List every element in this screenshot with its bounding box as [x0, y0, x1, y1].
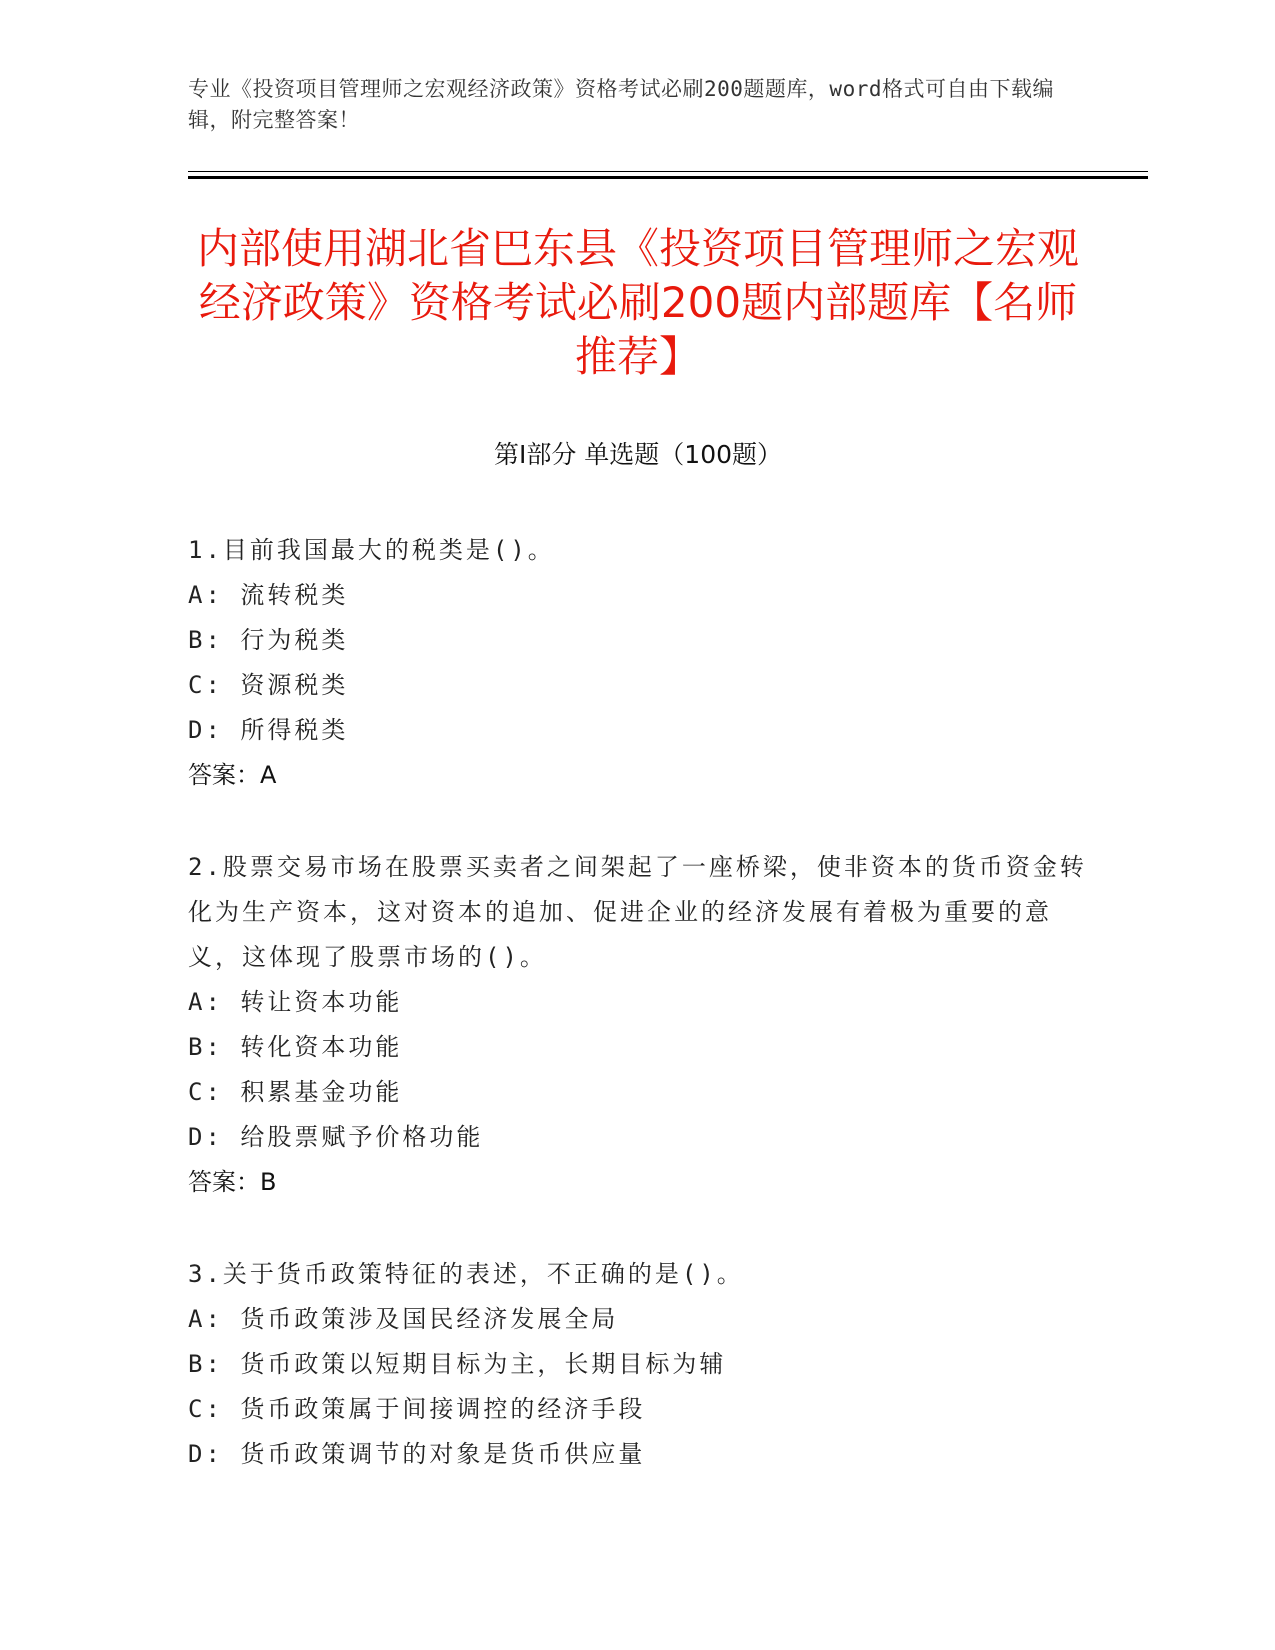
- option-b: B: 行为税类: [188, 626, 349, 654]
- question-2: [188, 845, 1088, 1205]
- option-a: A: 流转税类: [188, 581, 349, 609]
- document-title: 内部使用湖北省巴东县《投资项目管理师之宏观经济政策》资格考试必刷200题内部题库【名师推荐】: [196, 224, 1079, 381]
- option-a: A: 货币政策涉及国民经济发展全局: [188, 1305, 619, 1333]
- header-divider-thin: [188, 171, 1148, 172]
- option-c: C: 积累基金功能: [188, 1078, 403, 1106]
- section-title: 第I部分 单选题（100题）: [493, 440, 783, 469]
- option-d: D: 货币政策调节的对象是货币供应量: [188, 1440, 646, 1468]
- header-divider-thick: [188, 176, 1148, 179]
- option-c: C: 货币政策属于间接调控的经济手段: [188, 1395, 646, 1423]
- question-list: [188, 528, 1088, 1524]
- question-3: [188, 1252, 1088, 1477]
- option-d: D: 所得税类: [188, 716, 349, 744]
- header-note: 专业《投资项目管理师之宏观经济政策》资格考试必刷200题题库，word格式可自由下载编辑，附完整答案！: [188, 77, 1054, 132]
- question-stem: 2.股票交易市场在股票买卖者之间架起了一座桥梁，使非资本的货币资金转化为生产资本，这对资本的追加、促进企业的经济发展有着极为重要的意义，这体现了股票市场的()。: [188, 853, 1087, 971]
- option-b: B: 货币政策以短期目标为主，长期目标为辅: [188, 1350, 727, 1378]
- answer: 答案：A: [188, 761, 277, 789]
- option-b: B: 转化资本功能: [188, 1033, 403, 1061]
- answer: 答案：B: [188, 1168, 277, 1196]
- option-d: D: 给股票赋予价格功能: [188, 1123, 484, 1151]
- question-stem: 1.目前我国最大的税类是()。: [188, 536, 555, 564]
- option-a: A: 转让资本功能: [188, 988, 403, 1016]
- question-stem: 3.关于货币政策特征的表述，不正确的是()。: [188, 1260, 744, 1288]
- question-1: [188, 528, 1088, 798]
- option-c: C: 资源税类: [188, 671, 349, 699]
